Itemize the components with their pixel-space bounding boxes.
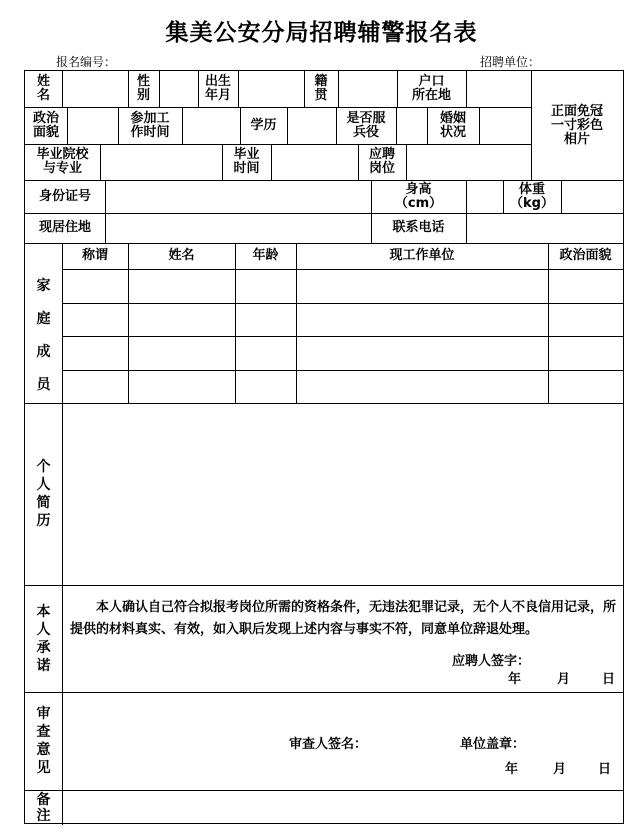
phone-label: 联系电话 (392, 220, 445, 235)
promise-statement: 本人确认自己符合拟报考岗位所需的资格条件，无违法犯罪记录，无个人不良信用记录，所提供的材料真实、有效，如入职后发现上述内容与事实不符，同意单位辞退处理。 (70, 600, 617, 637)
applied-position-label: 应聘 岗位 (368, 147, 395, 176)
photo-placeholder: 正面免冠 一寸彩色 相片 (550, 103, 603, 147)
recruiting-unit-label: 招聘单位： (480, 55, 541, 69)
form-title: 集美公安分局招聘辅警报名表 (165, 20, 478, 46)
resume-section-label: 个 人 简 历 (36, 459, 51, 529)
review-section-label: 审 查 意 见 (36, 706, 51, 776)
family-header-political-status: 政治面貌 (559, 248, 612, 263)
reviewer-signature-label: 审查人签名： (289, 737, 368, 752)
graduation-time-label: 毕业 时间 (233, 147, 260, 176)
marital-status-label: 婚姻 状况 (439, 110, 466, 140)
family-members-section-label: 家 庭 成 员 (36, 278, 51, 393)
family-header-name: 姓名 (168, 248, 195, 263)
id-number-label: 身份证号 (38, 188, 91, 204)
family-header-age: 年龄 (252, 248, 279, 263)
hukou-location-label: 户口 所在地 (411, 74, 451, 103)
registration-form-table (24, 70, 624, 824)
promise-month-label: 月 (557, 672, 571, 687)
military-service-label: 是否服 兵役 (346, 110, 386, 140)
family-header-relation: 称谓 (81, 248, 108, 263)
promise-section-label: 本 人 承 诺 (36, 603, 51, 674)
political-status-label: 政治 面貌 (32, 110, 59, 140)
review-month-label: 月 (553, 762, 567, 777)
school-major-label: 毕业院校 与专业 (36, 147, 89, 176)
name-label: 姓 名 (36, 74, 50, 103)
native-place-label: 籍 贯 (314, 74, 328, 103)
unit-stamp-label: 单位盖章： (460, 737, 526, 752)
address-label: 现居住地 (38, 220, 91, 235)
registration-number-label: 报名编号： (56, 55, 117, 69)
gender-label: 性 别 (136, 74, 150, 103)
work-start-time-label: 参加工 作时间 (130, 110, 170, 140)
remarks-section-label: 备 注 (36, 791, 51, 824)
weight-label: 体重 （kg） (510, 181, 554, 211)
birth-date-label: 出生 年月 (204, 74, 231, 103)
review-day-label: 日 (598, 762, 612, 777)
promise-day-label: 日 (602, 672, 616, 687)
review-year-label: 年 (505, 762, 519, 777)
applicant-signature-label: 应聘人签字： (452, 654, 531, 669)
height-label: 身高 （cm） (394, 181, 443, 211)
promise-year-label: 年 (508, 672, 522, 687)
family-header-workplace: 现工作单位 (389, 248, 455, 263)
education-label: 学历 (250, 117, 277, 133)
